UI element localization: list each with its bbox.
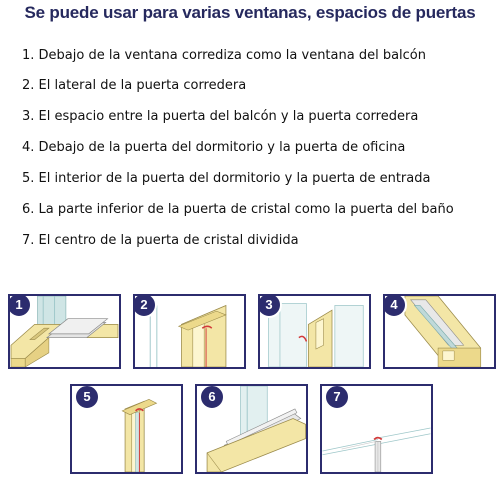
diagram-number-7: 7 bbox=[324, 384, 350, 410]
use-item-6: 6. La parte inferior de la puerta de cristal como la puerta del baño bbox=[22, 202, 454, 217]
use-item-3: 3. El espacio entre la puerta del balcón y la puerta corredera bbox=[22, 109, 419, 124]
diagram-7 bbox=[320, 384, 433, 474]
page-title: Se puede usar para varias ventanas, espacios de puertas bbox=[24, 3, 476, 22]
diagram-3 bbox=[258, 294, 371, 369]
diagram-number-2: 2 bbox=[133, 294, 157, 318]
use-item-7: 7. El centro de la puerta de cristal dividida bbox=[22, 233, 299, 248]
diagram-1 bbox=[8, 294, 121, 369]
diagram-6 bbox=[195, 384, 308, 474]
diagram-number-5: 5 bbox=[74, 384, 100, 410]
diagram-2 bbox=[133, 294, 246, 369]
diagram-4 bbox=[383, 294, 496, 369]
diagram-5 bbox=[70, 384, 183, 474]
diagram-number-6: 6 bbox=[199, 384, 225, 410]
diagram-number-1: 1 bbox=[8, 294, 32, 318]
use-item-1: 1. Debajo de la ventana corrediza como la ventana del balcón bbox=[22, 48, 427, 63]
diagram-number-4: 4 bbox=[383, 294, 407, 318]
use-item-2: 2. El lateral de la puerta corredera bbox=[22, 78, 247, 93]
use-item-5: 5. El interior de la puerta del dormitorio y la puerta de entrada bbox=[22, 171, 431, 186]
diagram-number-3: 3 bbox=[258, 294, 282, 318]
use-item-4: 4. Debajo de la puerta del dormitorio y la puerta de oficina bbox=[22, 140, 406, 155]
